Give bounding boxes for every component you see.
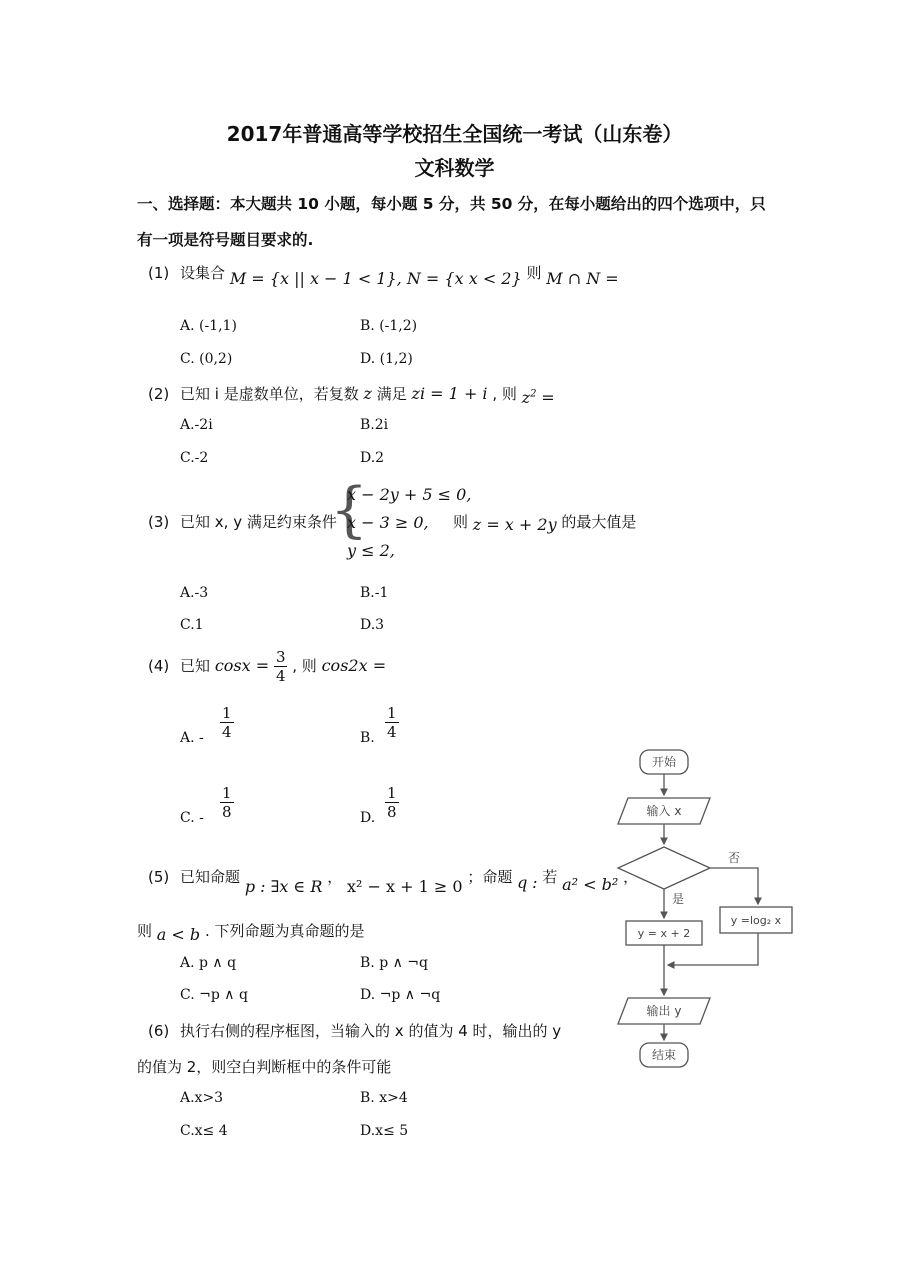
option-a: A.-3 <box>180 585 209 601</box>
inequality-q: a² < b² <box>562 875 619 894</box>
option-c: C.-2 <box>180 450 209 466</box>
question-text: ；命题 <box>467 868 513 886</box>
question-text: 若 <box>542 868 558 886</box>
flowchart-left-box-label: y = x + 2 <box>637 927 691 940</box>
proposition-p: p : ∃x ∈ R <box>244 877 323 896</box>
question-text: 的最大值是 <box>561 513 637 531</box>
constraint-1: x − 2y + 5 ≤ 0, <box>347 485 472 504</box>
option-c: C.x≤ 4 <box>180 1123 228 1139</box>
intersection-expression: M ∩ N = <box>546 269 619 288</box>
question-text: , 则 <box>292 657 317 675</box>
option-a-value: $\frac{1}{4}$ <box>222 704 232 741</box>
option-d: D. ¬p ∧ ¬q <box>360 987 441 1003</box>
option-a-label: A. - <box>180 730 204 746</box>
proposition-q: q <box>517 873 528 892</box>
option-c-value: $\frac{1}{8}$ <box>222 784 232 821</box>
question-5 <box>148 866 639 896</box>
section-heading-line1: 一、选择题：本大题共 10 小题，每小题 5 分，共 50 分，在每小题给出的四个选项中，只 <box>137 195 766 213</box>
option-c-label: C. - <box>180 810 204 826</box>
flowchart-input-label: 输入 x <box>646 804 682 818</box>
option-a: A.x>3 <box>180 1090 224 1106</box>
option-d: D. (1,2) <box>360 351 413 367</box>
question-number: (4) <box>148 657 170 675</box>
option-b: B.2i <box>360 417 389 433</box>
colon: : <box>532 873 538 892</box>
variable-z: z <box>363 384 372 403</box>
page-subtitle: 文科数学 <box>414 156 495 180</box>
option-b-label: B. <box>360 730 375 746</box>
option-c: C.1 <box>180 617 204 633</box>
section-heading-line2: 有一项是符号题目要求的. <box>137 231 314 249</box>
conclusion-ab: a < b <box>156 925 201 944</box>
equals-sign: = <box>541 388 555 407</box>
option-b: B.-1 <box>360 585 389 601</box>
question-text: 已知命题 <box>180 868 241 886</box>
cos-expression: cosx = <box>214 656 270 675</box>
question-6 <box>148 1020 561 1041</box>
flowchart-no-label: 否 <box>728 851 741 865</box>
cos2x-expression: cos2x = <box>321 656 387 675</box>
question-number: (6) <box>148 1022 170 1040</box>
question-3-tail <box>453 511 636 532</box>
constraint-3: y ≤ 2, <box>347 541 395 560</box>
tail-comma: ， <box>623 868 639 886</box>
flowchart-end-label: 结束 <box>651 1048 677 1062</box>
equation: zi = 1 + i <box>411 384 488 403</box>
flowchart-output-label: 输出 y <box>646 1004 682 1018</box>
question-text: 已知 <box>180 657 211 675</box>
option-c: C. ¬p ∧ q <box>180 987 248 1003</box>
option-b: B. (-1,2) <box>360 318 418 334</box>
option-b-value: $\frac{1}{4}$ <box>387 704 397 741</box>
flowchart-yes-label: 是 <box>672 892 685 906</box>
question-number: (2) <box>148 385 170 403</box>
option-a: A.-2i <box>180 417 213 433</box>
question-text: 已知 i 是虚数单位，若复数 <box>180 385 359 403</box>
option-a: A. (-1,1) <box>180 318 237 334</box>
question-5-line2: 则 a < b . 下列命题为真命题的是 <box>137 922 365 944</box>
option-d: D.3 <box>360 617 385 633</box>
page-title: 2017年普通高等学校招生全国统一考试（山东卷） <box>226 122 683 146</box>
question-text-then: 则 <box>526 264 542 282</box>
option-b: B. p ∧ ¬q <box>360 955 428 971</box>
comma: ， <box>327 868 343 886</box>
question-number: (3) <box>148 513 170 531</box>
inequality-p: x² − x + 1 ≥ 0 <box>346 877 463 896</box>
question-6-line2: 的值为 2，则空白判断框中的条件可能 <box>137 1058 392 1076</box>
fraction-three-quarters: $\frac{3}{4}$ <box>275 648 286 685</box>
question-1 <box>148 262 619 288</box>
flowchart-right-box-label: y =log₂ x <box>730 914 782 927</box>
question-text: 满足 <box>376 385 407 403</box>
question-number: (1) <box>148 264 170 282</box>
option-a: A. p ∧ q <box>180 955 237 971</box>
question-text: , 则 <box>492 385 517 403</box>
option-d-value: $\frac{1}{8}$ <box>387 784 397 821</box>
option-d-label: D. <box>360 810 376 826</box>
objective-function: z = x + 2y <box>472 515 557 534</box>
variable-z-squared: $z^2$ <box>521 388 537 407</box>
flowchart-start-label: 开始 <box>651 755 677 769</box>
option-d: D.x≤ 5 <box>360 1123 409 1139</box>
option-d: D.2 <box>360 450 385 466</box>
option-b: B. x>4 <box>360 1090 408 1106</box>
question-text-then: 则 <box>453 513 469 531</box>
question-3 <box>148 511 337 532</box>
flowchart-decision-node <box>618 847 710 889</box>
question-text: 执行右侧的程序框图，当输入的 x 的值为 4 时，输出的 y <box>180 1022 562 1040</box>
option-c: C. (0,2) <box>180 351 233 367</box>
question-number: (5) <box>148 868 170 886</box>
question-2 <box>148 383 555 407</box>
set-definition: M = {x || x − 1 < 1}, N = {x x < 2} <box>229 269 522 288</box>
flowchart <box>600 740 810 1080</box>
question-text: 设集合 <box>180 264 226 282</box>
question-4 <box>148 648 386 685</box>
constraint-2: x − 3 ≥ 0, <box>347 513 429 532</box>
question-text: 已知 x, y 满足约束条件 <box>180 513 337 531</box>
brace-symbol: { <box>330 475 369 545</box>
